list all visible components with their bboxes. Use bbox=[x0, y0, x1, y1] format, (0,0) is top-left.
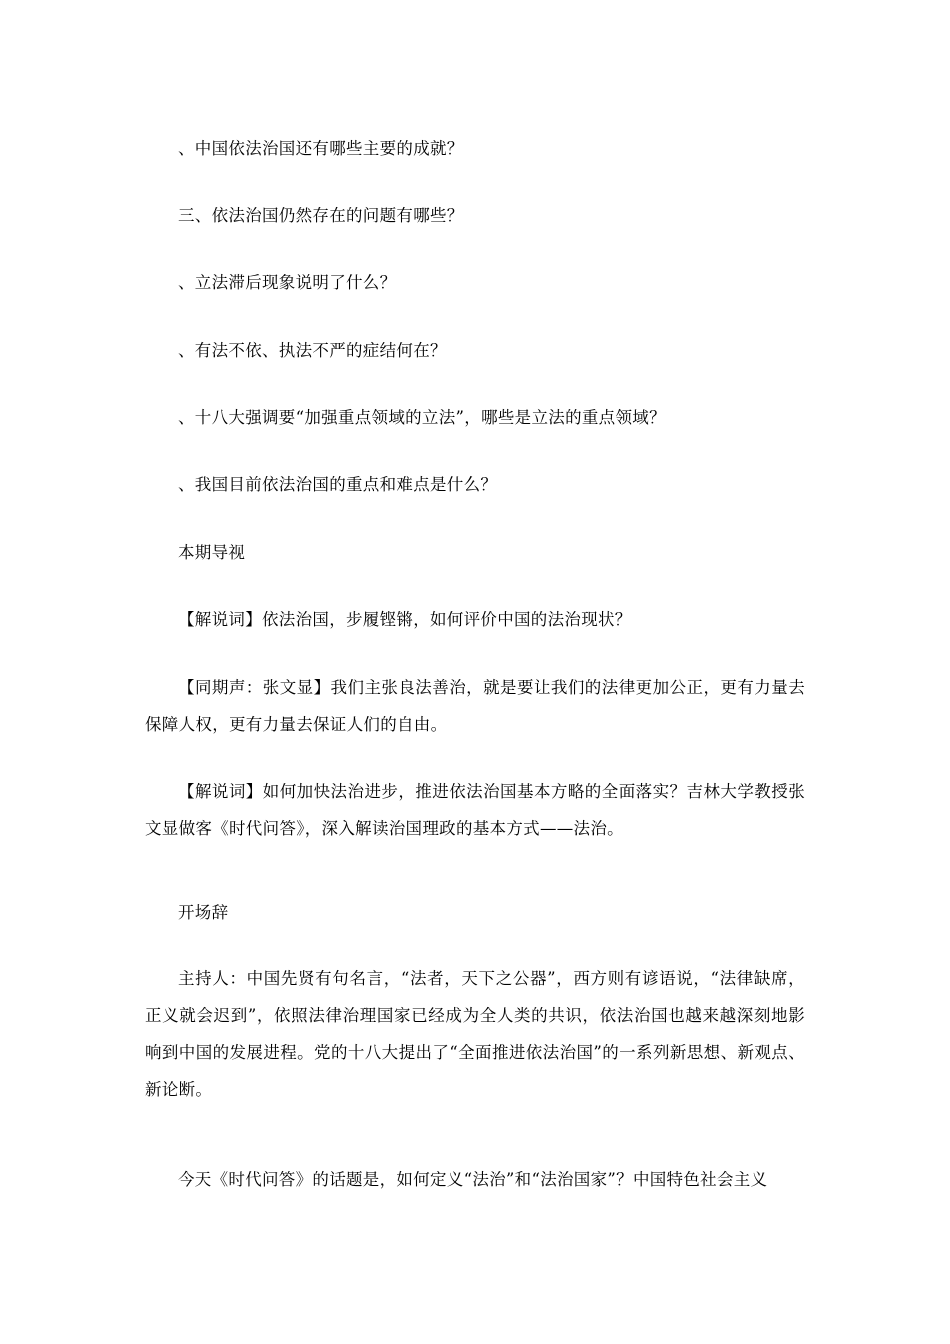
question-priorities: 、我国目前依法治国的重点和难点是什么？ bbox=[178, 475, 498, 494]
question-enforcement: 、有法不依、执法不严的症结何在？ bbox=[178, 341, 447, 360]
narration-2: 【解说词】如何加快法治进步，推进依法治国基本方略的全面落实？吉林大学教授张文显做客《时代问答》，深入解读治国理政的基本方式——法治。 bbox=[145, 782, 805, 838]
section-three-heading: 三、依法治国仍然存在的问题有哪些？ bbox=[178, 206, 464, 225]
opening-heading: 开场辞 bbox=[178, 903, 229, 922]
host-opening: 主持人：中国先贤有句名言，“法者，天下之公器”，西方则有谚语说，“法律缺席，正义就会迟到”，依照法律治理国家已经成为全人类的共识，依法治国也越来越深刻地影响到中国的发展进程。党的十八大提出了“全面推进依法治国”的一系列新思想、新观点、新论断。 bbox=[145, 969, 805, 1099]
question-legislation-lag: 、立法滞后现象说明了什么？ bbox=[178, 273, 397, 292]
narration-1: 【解说词】依法治国，步履铿锵，如何评价中国的法治现状？ bbox=[178, 610, 632, 629]
question-achievements: 、中国依法治国还有哪些主要的成就？ bbox=[178, 139, 464, 158]
soundbite-zhang: 【同期声：张文显】我们主张良法善治，就是要让我们的法律更加公正，更有力量去保障人权，更有力量去保证人们的自由。 bbox=[145, 678, 805, 734]
preview-heading: 本期导视 bbox=[178, 543, 246, 562]
today-topic: 今天《时代问答》的话题是，如何定义“法治”和“法治国家”？中国特色社会主义 bbox=[178, 1170, 768, 1189]
question-key-areas: 、十八大强调要“加强重点领域的立法”，哪些是立法的重点领域？ bbox=[178, 408, 666, 427]
